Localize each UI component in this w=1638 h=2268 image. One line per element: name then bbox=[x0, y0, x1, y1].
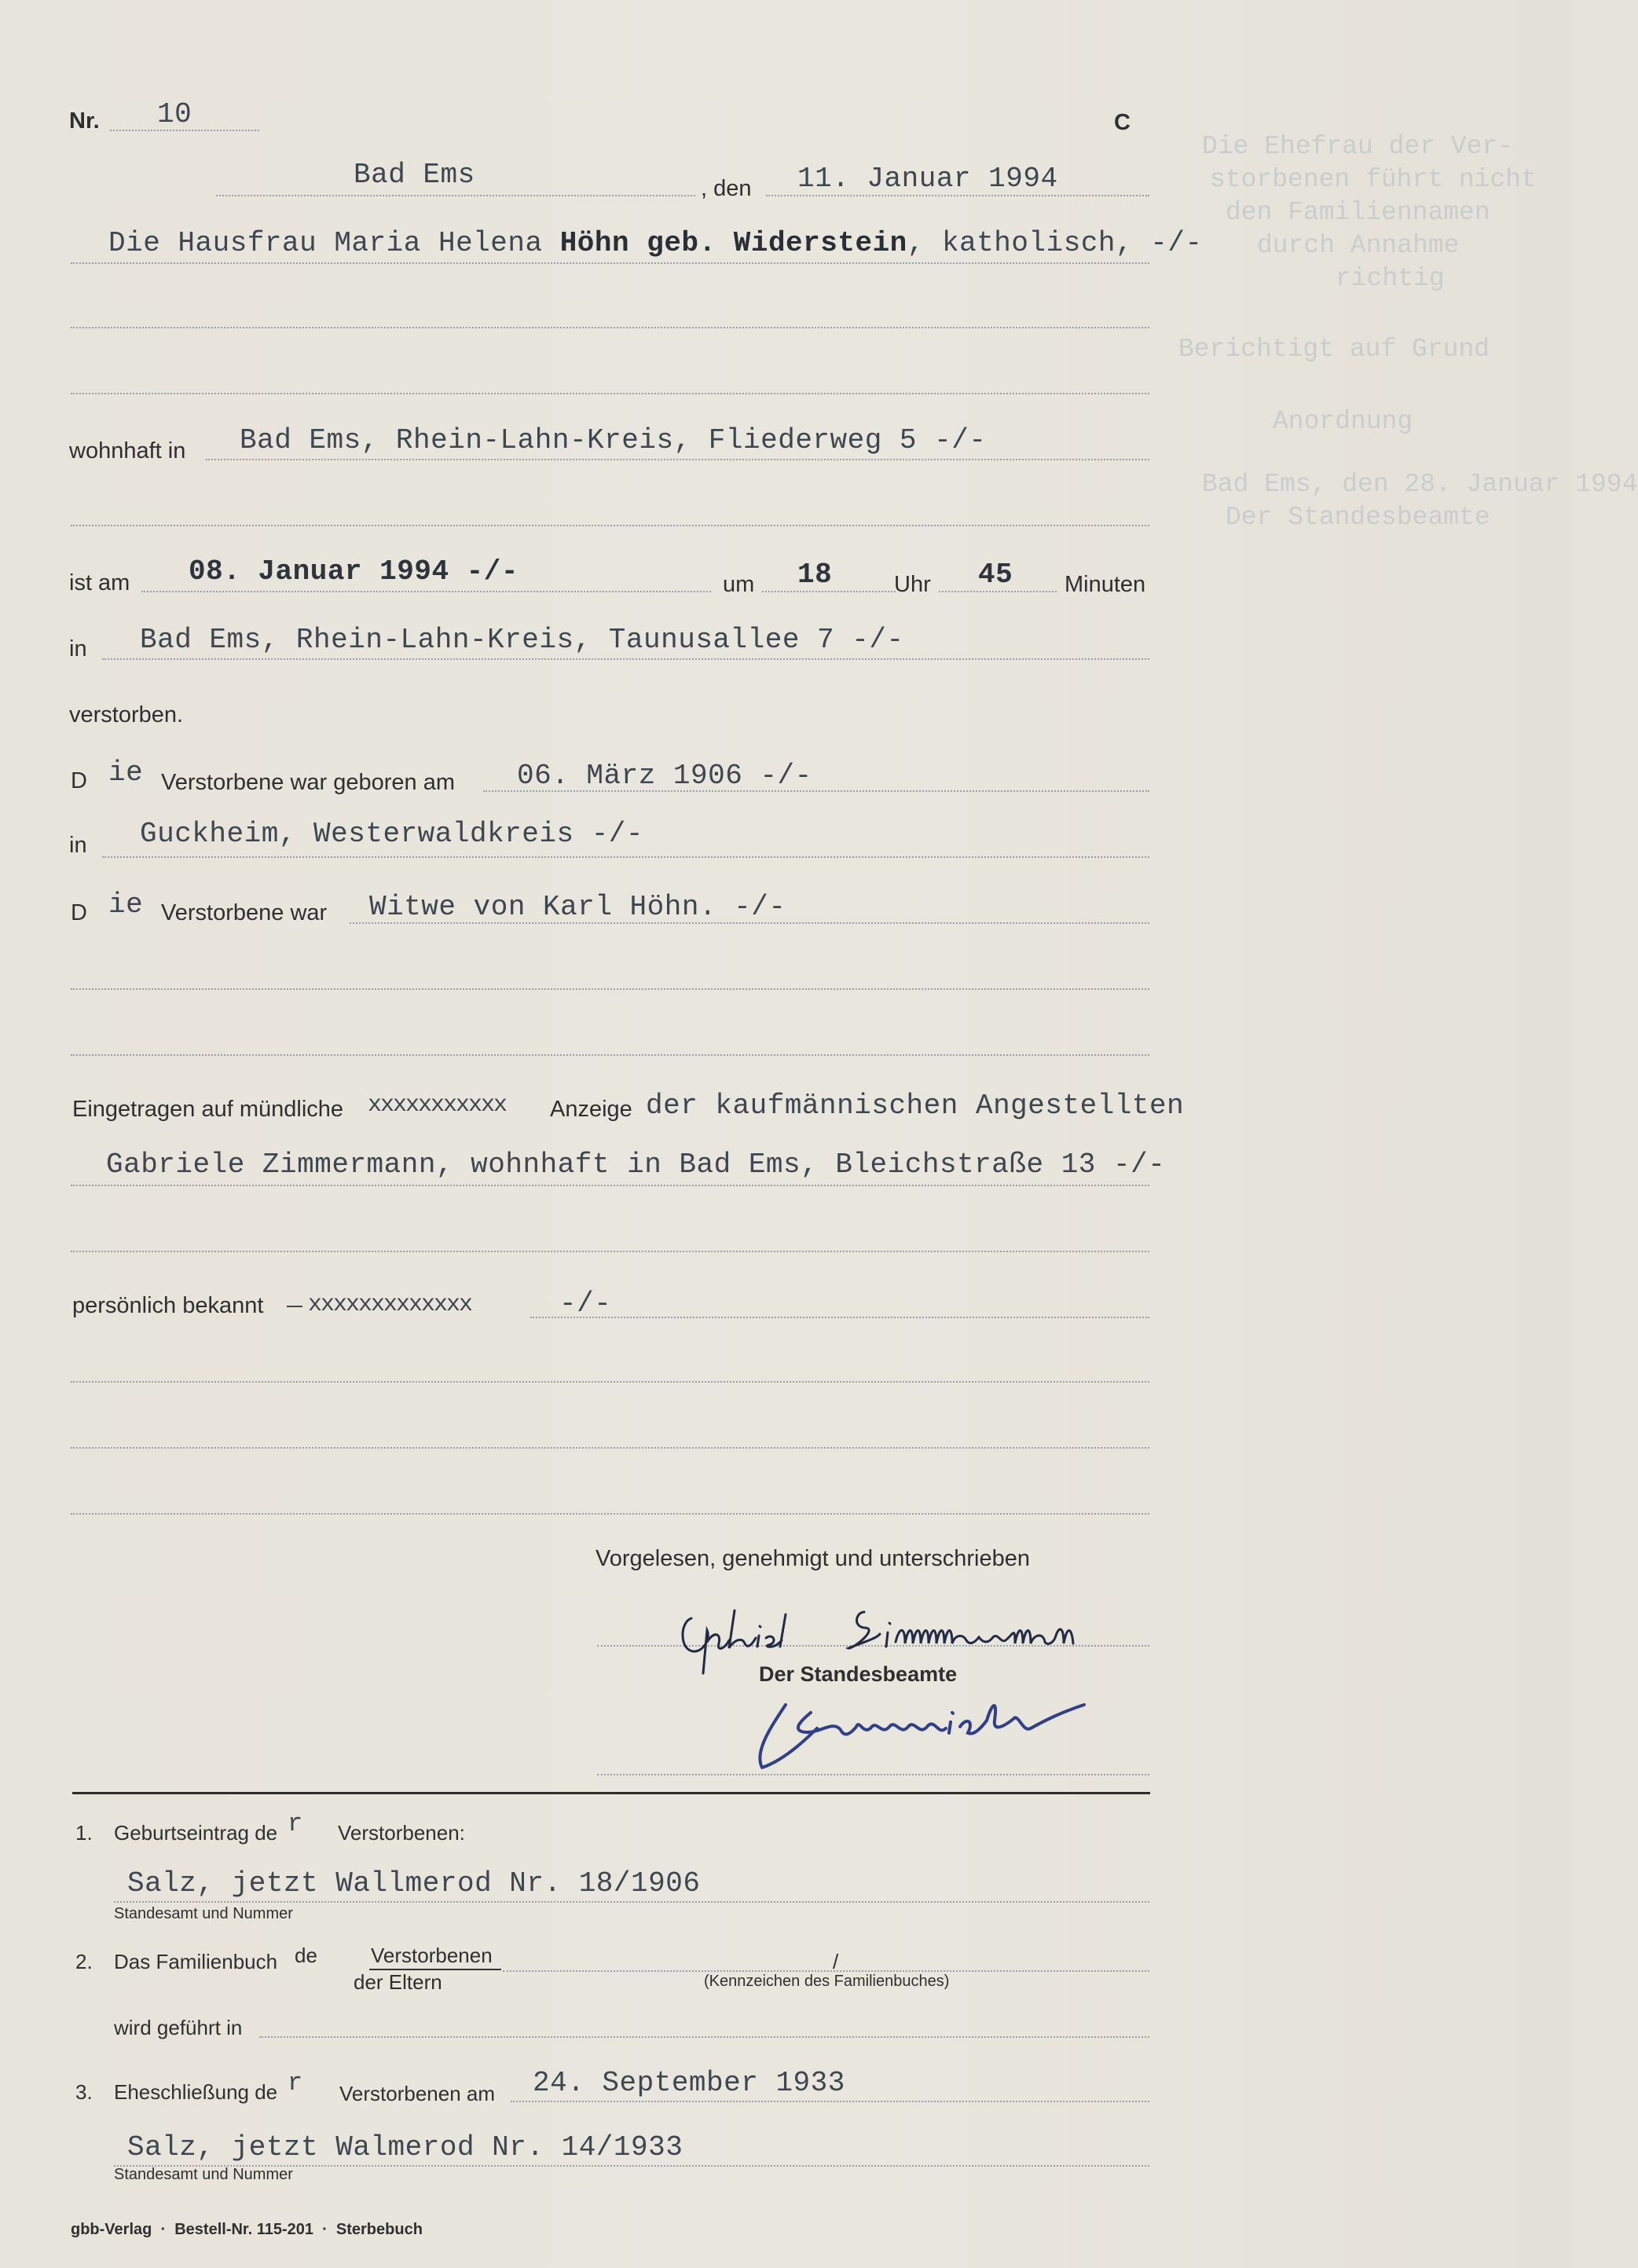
d-label: D bbox=[71, 768, 87, 793]
registrar-signature bbox=[738, 1681, 1147, 1783]
entry-2-option-deceased: Verstorbenen bbox=[371, 1944, 493, 1967]
field-line bbox=[71, 1447, 1149, 1449]
entry-2-number: 2. bbox=[75, 1950, 93, 1973]
wohnhaft-label: wohnhaft in bbox=[69, 438, 186, 463]
ghost-line: Anordnung bbox=[1273, 407, 1413, 436]
field-line bbox=[939, 591, 1057, 592]
in-label: in bbox=[69, 833, 87, 858]
entry-3-label: Eheschließung de bbox=[114, 2080, 278, 2104]
field-line bbox=[71, 327, 1149, 328]
birth-date: 06. März 1906 -/- bbox=[517, 760, 812, 792]
eingetragen-label: Eingetragen auf mündliche bbox=[72, 1097, 344, 1122]
standesamt-caption: Standesamt und Nummer bbox=[114, 2166, 293, 2183]
kennzeichen-caption: (Kennzeichen des Familienbuches) bbox=[704, 1973, 950, 1990]
informant-line-1: der kaufmännischen Angestellten bbox=[646, 1090, 1185, 1122]
death-date: 08. Januar 1994 -/- bbox=[189, 555, 519, 588]
field-line bbox=[71, 988, 1149, 990]
death-place: Bad Ems, Rhein-Lahn-Kreis, Taunusallee 7 -/- bbox=[140, 624, 904, 656]
entry-2-option-parents: der Eltern bbox=[354, 1970, 442, 1994]
ist-am-label: ist am bbox=[69, 570, 130, 595]
standesamt-caption: Standesamt und Nummer bbox=[114, 1905, 293, 1922]
field-line bbox=[503, 1970, 1149, 1972]
entry-3-number: 3. bbox=[75, 2080, 93, 2104]
field-line bbox=[102, 658, 1149, 660]
ghost-line: Berichtigt auf Grund bbox=[1178, 335, 1490, 364]
struck-option: xxxxxxxxxxx bbox=[368, 1092, 507, 1119]
entry-2-slash: / bbox=[833, 1950, 839, 1973]
field-line bbox=[71, 393, 1149, 394]
d-label: D bbox=[71, 900, 87, 925]
field-line bbox=[762, 591, 896, 592]
vorgelesen-label: Vorgelesen, genehmigt und unterschrieben bbox=[595, 1546, 1030, 1571]
entry-3-mid: Verstorbenen am bbox=[339, 2082, 496, 2105]
field-line bbox=[71, 1054, 1149, 1056]
birth-register-entry: Salz, jetzt Wallmerod Nr. 18/1906 bbox=[127, 1867, 701, 1900]
registration-date: 11. Januar 1994 bbox=[797, 163, 1058, 195]
field-line bbox=[71, 1251, 1149, 1252]
birth-place: Guckheim, Westerwaldkreis -/- bbox=[140, 818, 644, 850]
entry-2-gefuehrt-label: wird geführt in bbox=[114, 2016, 243, 2039]
um-label: um bbox=[723, 572, 755, 597]
field-line bbox=[71, 1513, 1149, 1515]
field-line bbox=[71, 1185, 1149, 1186]
field-line bbox=[766, 195, 1149, 196]
ghost-line: durch Annahme bbox=[1257, 231, 1460, 260]
publisher-footer: gbb-Verlag · Bestell-Nr. 115-201 · Sterbebuch bbox=[71, 2221, 423, 2238]
in-label: in bbox=[69, 636, 87, 661]
field-line bbox=[511, 2101, 1149, 2102]
verstorben-label: verstorben. bbox=[69, 702, 184, 727]
marriage-date: 24. September 1933 bbox=[533, 2067, 845, 2099]
deceased-description bbox=[108, 229, 1203, 258]
ghost-line: storbenen führt nicht bbox=[1210, 165, 1537, 194]
anzeige-label: Anzeige bbox=[550, 1097, 632, 1122]
ghost-line: richtig bbox=[1336, 264, 1445, 293]
marital-status: Witwe von Karl Höhn. -/- bbox=[369, 891, 786, 923]
field-line bbox=[71, 262, 1149, 264]
separator-rule bbox=[72, 1792, 1150, 1794]
den-label: , den bbox=[701, 176, 752, 201]
register-number: 10 bbox=[157, 98, 192, 130]
field-line bbox=[141, 591, 711, 592]
ghost-line: den Familiennamen bbox=[1226, 198, 1490, 227]
death-minute: 45 bbox=[978, 559, 1013, 591]
entry-1-label: Geburtseintrag de bbox=[114, 1821, 278, 1845]
field-line bbox=[71, 525, 1149, 526]
dash bbox=[287, 1306, 302, 1307]
field-line bbox=[206, 459, 1149, 460]
nr-label: Nr. bbox=[69, 108, 100, 134]
ghost-line: Bad Ems, den 28. Januar 1994 bbox=[1202, 470, 1638, 499]
field-line bbox=[216, 195, 695, 196]
field-line bbox=[114, 1901, 1149, 1903]
field-line bbox=[530, 1317, 1149, 1318]
field-line bbox=[71, 1381, 1149, 1383]
gender-ending: ie bbox=[108, 889, 144, 921]
geboren-label: Verstorbene war geboren am bbox=[161, 770, 455, 795]
death-hour: 18 bbox=[797, 559, 833, 591]
marriage-register-entry: Salz, jetzt Walmerod Nr. 14/1933 bbox=[127, 2131, 683, 2164]
informant-line-2: Gabriele Zimmermann, wohnhaft in Bad Ems, Bleichstraße 13 -/- bbox=[106, 1149, 1166, 1181]
residence: Bad Ems, Rhein-Lahn-Kreis, Fliederweg 5 -/- bbox=[240, 424, 987, 456]
bekannt-suffix: -/- bbox=[559, 1288, 612, 1320]
form-letter: C bbox=[1114, 110, 1130, 135]
bekannt-label: persönlich bekannt bbox=[72, 1293, 264, 1318]
entry-3-gender: r bbox=[288, 2068, 303, 2098]
entry-1-gender: r bbox=[288, 1809, 303, 1838]
deceased-prefix: Die Hausfrau Maria Helena bbox=[108, 227, 560, 259]
deceased-name: Höhn geb. Widerstein bbox=[559, 227, 907, 259]
minuten-label: Minuten bbox=[1065, 572, 1146, 597]
uhr-label: Uhr bbox=[894, 572, 931, 597]
standesbeamte-label: Der Standesbeamte bbox=[759, 1662, 958, 1686]
ghost-line: Die Ehefrau der Ver- bbox=[1202, 132, 1514, 161]
gender-ending: ie bbox=[108, 757, 144, 789]
entry-2-label: Das Familienbuch bbox=[114, 1950, 278, 1973]
field-line bbox=[259, 2036, 1149, 2038]
struck-option: xxxxxxxxxxxxx bbox=[308, 1292, 472, 1318]
entry-1-number: 1. bbox=[75, 1821, 93, 1845]
deceased-suffix: , katholisch, -/- bbox=[907, 227, 1203, 259]
entry-2-de: de bbox=[295, 1944, 317, 1967]
field-line bbox=[102, 856, 1149, 858]
entry-1-suffix: Verstorbenen: bbox=[338, 1821, 465, 1845]
war-label: Verstorbene war bbox=[161, 900, 328, 925]
place-of-registration: Bad Ems bbox=[354, 159, 475, 191]
ghost-line: Der Standesbeamte bbox=[1226, 503, 1490, 532]
